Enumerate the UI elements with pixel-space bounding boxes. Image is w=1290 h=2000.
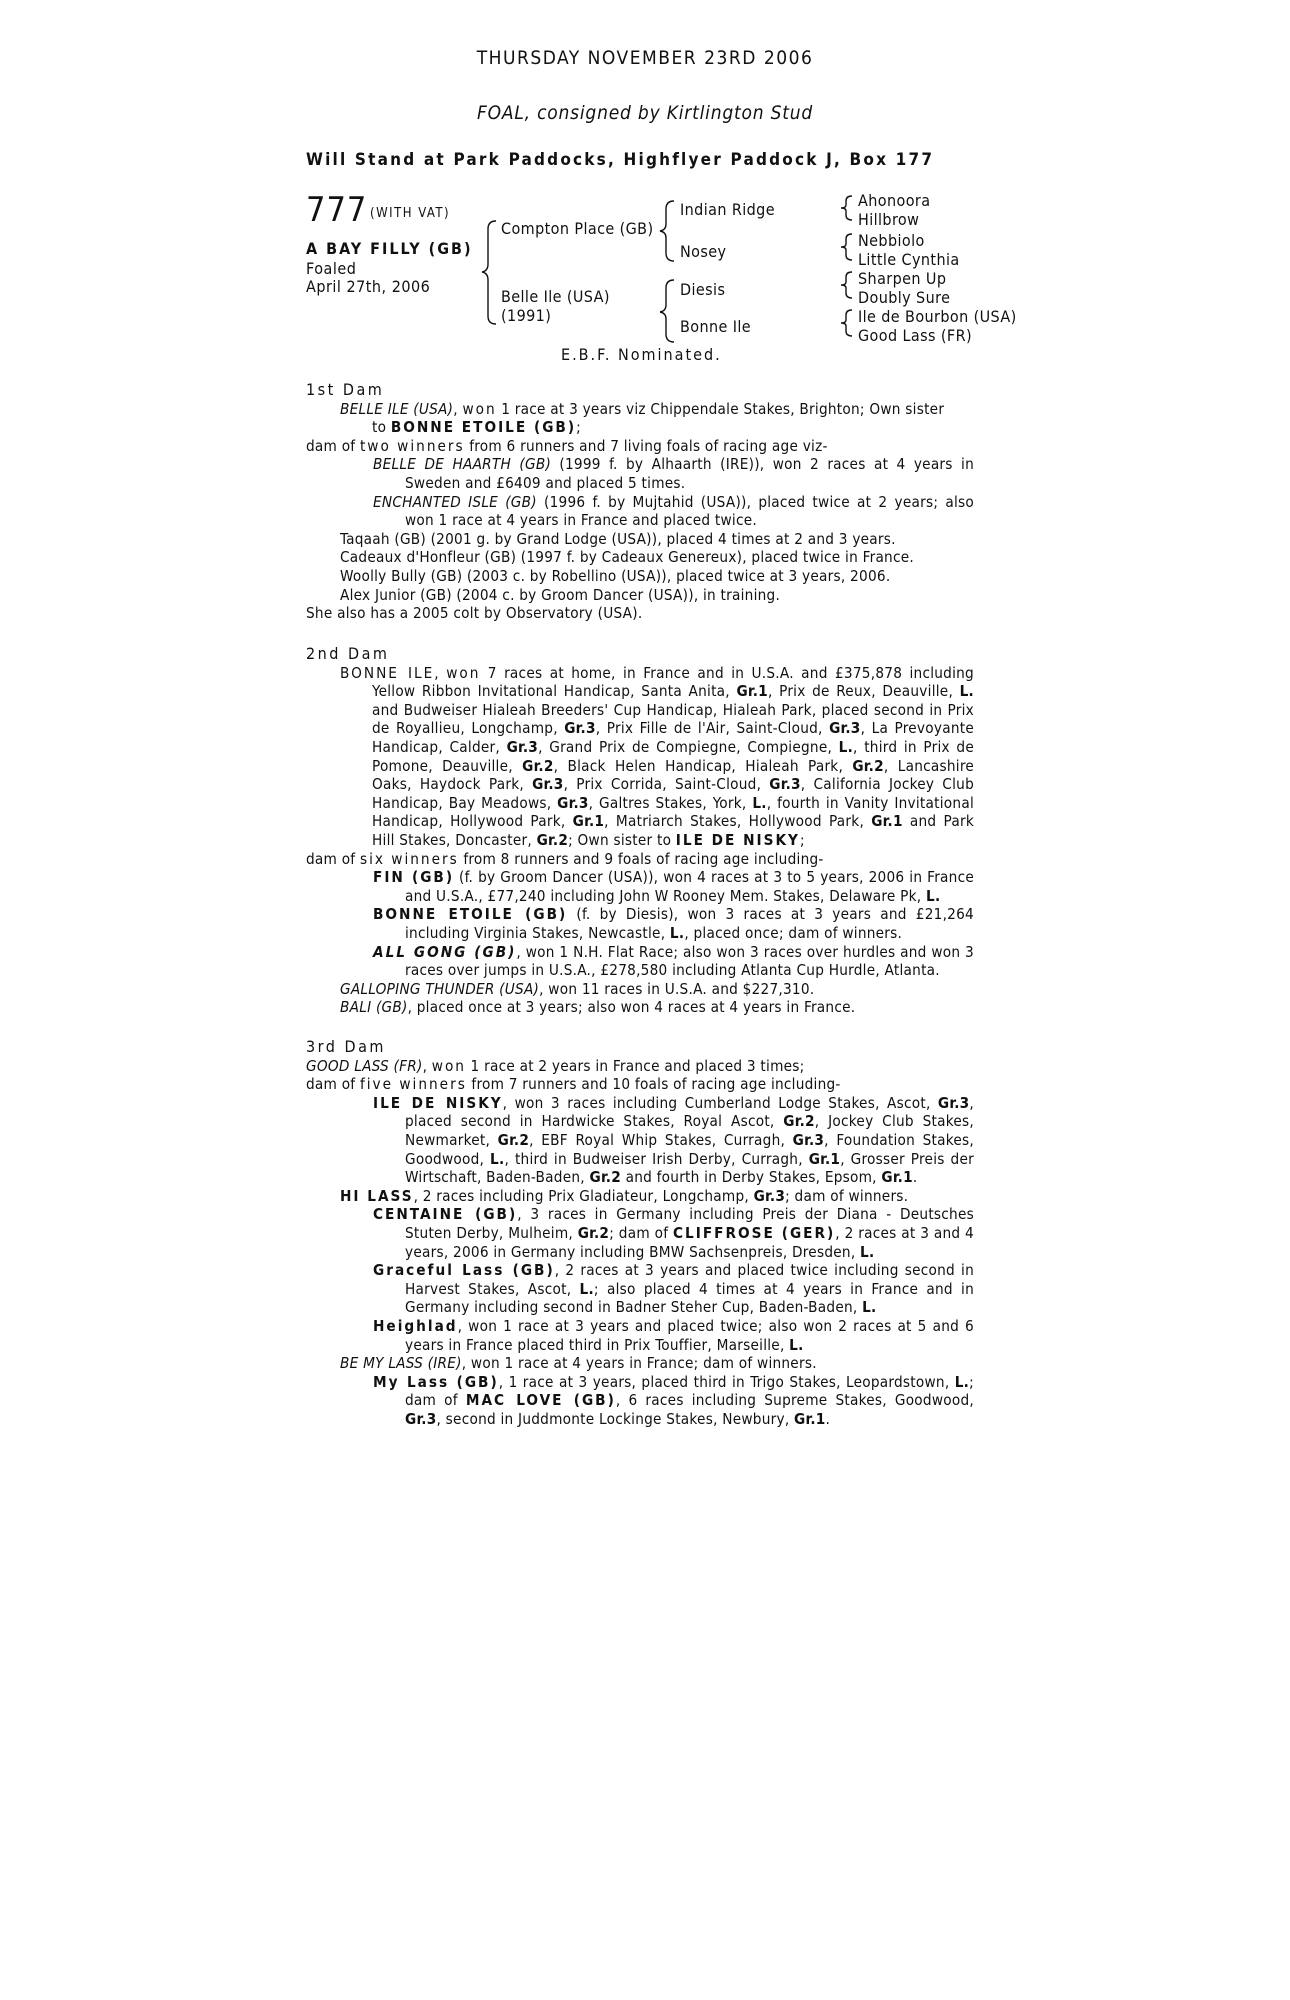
ped-dam-sire: Diesis [680,280,726,299]
produce-alex-junior: Alex Junior (GB) (2004 c. by Groom Dancer (USA)), in training. [340,585,781,604]
ped-g2: Hillbrow [858,210,920,229]
produce-woolly-bully: Woolly Bully (GB) (2003 c. by Robellino (USA)), placed twice at 3 years, 2006. [340,566,891,585]
third-dam-produce-summary: dam of five winners from 7 runners and 10 foals of racing age including- [306,1075,841,1094]
stand-location: Will Stand at Park Paddocks, Highflyer Paddock J, Box 177 [306,150,935,170]
ped-g3: Nebbiolo [858,231,925,250]
produce-centaine: CENTAINE (GB), 3 races in Germany including Preis der Diana - Deutsches Stuten Derby, Mulheim, Gr.2; dam of CLIFFROSE (GER), 2 races at 3 and 4 years, 2006 in Germany including BMW Sachsenpreis, Dresden, L. [373,1205,974,1261]
second-dam-produce-summary: dam of six winners from 8 runners and 9 foals of racing age including- [306,849,824,868]
first-dam-produce-summary: dam of two winners from 6 runners and 7 living foals of racing age viz- [306,436,828,455]
lot-description: A BAY FILLY (GB) [306,239,473,258]
ped-g4: Little Cynthia [858,250,960,269]
produce-galloping-thunder: GALLOPING THUNDER (USA), won 11 races in U.S.A. and $227,310. [340,979,815,998]
first-dam-heading: 1st Dam [306,380,385,399]
second-dam-section [306,645,974,1017]
first-dam-section [306,381,974,623]
produce-my-lass: My Lass (GB), 1 race at 3 years, placed third in Trigo Stakes, Leopardstown, L.; dam of MAC LOVE (GB), 6 races including Supreme Stakes, Goodwood, Gr.3, second in Juddmonte Lockinge Stakes, Newbury, Gr.1. [373,1372,975,1428]
produce-heighlad: Heighlad, won 1 race at 3 years and placed twice; also won 2 races at 5 and 6 years in France placed third in Prix Touffier, Marseille, L. [373,1316,974,1354]
ped-g8: Good Lass (FR) [858,326,972,345]
produce-cadeaux: Cadeaux d'Honfleur (GB) (1997 f. by Cadeaux Genereux), placed twice in France. [340,548,914,567]
bracket-g1 [841,196,852,220]
produce-ile-de-nisky: ILE DE NISKY, won 3 races including Cumberland Lodge Stakes, Ascot, Gr.3, placed second in Hardwicke Stakes, Royal Ascot, Gr.2, Jockey Club Stakes, Newmarket, Gr.2, EBF Royal Whip Stakes, Curragh, Gr.3, Foundation Stakes, Goodwood, L., third in Budweiser Irish Derby, Curragh, Gr.1, Grosser Preis der Wirtschaft, Baden-Baden, Gr.2 and fourth in Derby Stakes, Epsom, Gr.1. [373,1093,975,1187]
second-dam-heading: 2nd Dam [306,644,390,663]
ped-sire-sire: Indian Ridge [680,200,775,219]
produce-all-gong: ALL GONG (GB), won 1 N.H. Flat Race; also won 3 races over hurdles and won 3 races over jumps in U.S.A., £278,580 including Atlanta Cup Hurdle, Atlanta. [373,942,974,980]
sale-date: THURSDAY NOVEMBER 23RD 2006 [476,47,814,69]
ped-dam: Belle Ile (USA) [501,287,610,306]
lot-number: 777 [306,190,368,230]
ped-g6: Doubly Sure [858,288,951,307]
third-dam-record: GOOD LASS (FR), won 1 race at 2 years in France and placed 3 times; [306,1056,805,1075]
bracket-g3 [841,272,852,298]
second-dam-record: BONNE ILE, won 7 races at home, in France and in U.S.A. and £375,878 including Yellow Ribbon Invitational Handicap, Santa Anita, Gr.1, Prix de Reux, Deauville, L. and Budweiser Hialeah Breeders' Cup Handicap, Hialeah Park, placed second in Prix de Royallieu, Longchamp, Gr.3, Prix Fille de l'Air, Saint-Cloud, Gr.3, La Prevoyante Handicap, Calder, Gr.3, Grand Prix de Compiegne, Compiegne, L., third in Prix de Pomone, Deauville, Gr.2, Black Helen Handicap, Hialeah Park, Gr.2, Lancashire Oaks, Haydock Park, Gr.3, Prix Corrida, Saint-Cloud, Gr.3, California Jockey Club Handicap, Bay Meadows, Gr.3, Galtres Stakes, York, L., fourth in Vanity Invitational Handicap, Hollywood Park, Gr.1, Matriarch Stakes, Hollywood Park, Gr.1 and Park Hill Stakes, Doncaster, Gr.2; Own sister to ILE DE NISKY; [340,663,975,849]
foaled-label: Foaled [306,259,357,278]
ped-g1: Ahonoora [858,191,931,210]
bracket-g4 [841,310,852,336]
ped-sire: Compton Place (GB) [501,219,654,238]
third-dam-heading: 3rd Dam [306,1037,386,1056]
third-dam-section [306,1038,974,1428]
consignment-line: FOAL, consigned by Kirtlington Stud [476,102,814,124]
bracket-dam [660,280,674,342]
produce-taqaah: Taqaah (GB) (2001 g. by Grand Lodge (USA)), placed 4 times at 2 and 3 years. [340,529,896,548]
produce-enchanted-isle: ENCHANTED ISLE (GB) (1996 f. by Mujtahid (USA)), placed twice at 2 years; also won 1 race at 4 years in France and placed twice. [373,492,975,530]
bracket-sire [660,201,674,261]
ped-sire-dam: Nosey [680,242,727,261]
produce-bali: BALI (GB), placed once at 3 years; also won 4 races at 4 years in France. [340,998,856,1017]
ped-dam-dam: Bonne Ile [680,317,752,336]
ped-dam-year: (1991) [501,306,552,325]
ped-g5: Sharpen Up [858,269,947,288]
produce-bonne-etoile: BONNE ETOILE (GB) (f. by Diesis), won 3 races at 3 years and £21,264 including Virginia Stakes, Newcastle, L., placed once; dam of winners. [373,905,974,942]
pedigree-brackets [0,0,1290,360]
first-dam-intro: BELLE ILE (USA), won 1 race at 3 years viz Chippendale Stakes, Brighton; Own sister to BONNE ETOILE (GB); [340,399,945,437]
foaled-date: April 27th, 2006 [306,277,431,296]
bracket-main [482,221,496,324]
ped-g7: Ile de Bourbon (USA) [858,307,1017,326]
produce-graceful-lass: Graceful Lass (GB), 2 races at 3 years and placed twice including second in Harvest Stakes, Ascot, L.; also placed 4 times at 4 years in France and in Germany including second in Badner Steher Cup, Baden-Baden, L. [373,1261,974,1317]
produce-be-my-lass: BE MY LASS (IRE), won 1 race at 4 years in France; dam of winners. [340,1354,817,1373]
produce-hi-lass: HI LASS, 2 races including Prix Gladiateur, Longchamp, Gr.3; dam of winners. [340,1186,909,1205]
produce-2005-colt: She also has a 2005 colt by Observatory (USA). [306,604,643,623]
bracket-g2 [841,234,852,260]
produce-belle-de-haarth: BELLE DE HAARTH (GB) (1999 f. by Alhaarth (IRE)), won 2 races at 4 years in Sweden and £6409 and placed 5 times. [373,455,974,492]
produce-fin: FIN (GB) (f. by Groom Dancer (USA)), won 4 races at 3 to 5 years, 2006 in France and U.S.A., £77,240 including John W Rooney Mem. Stakes, Delaware Pk, L. [373,868,975,905]
lot-vat: (WITH VAT) [370,206,451,221]
ebf-nominated: E.B.F. Nominated. [561,345,722,364]
